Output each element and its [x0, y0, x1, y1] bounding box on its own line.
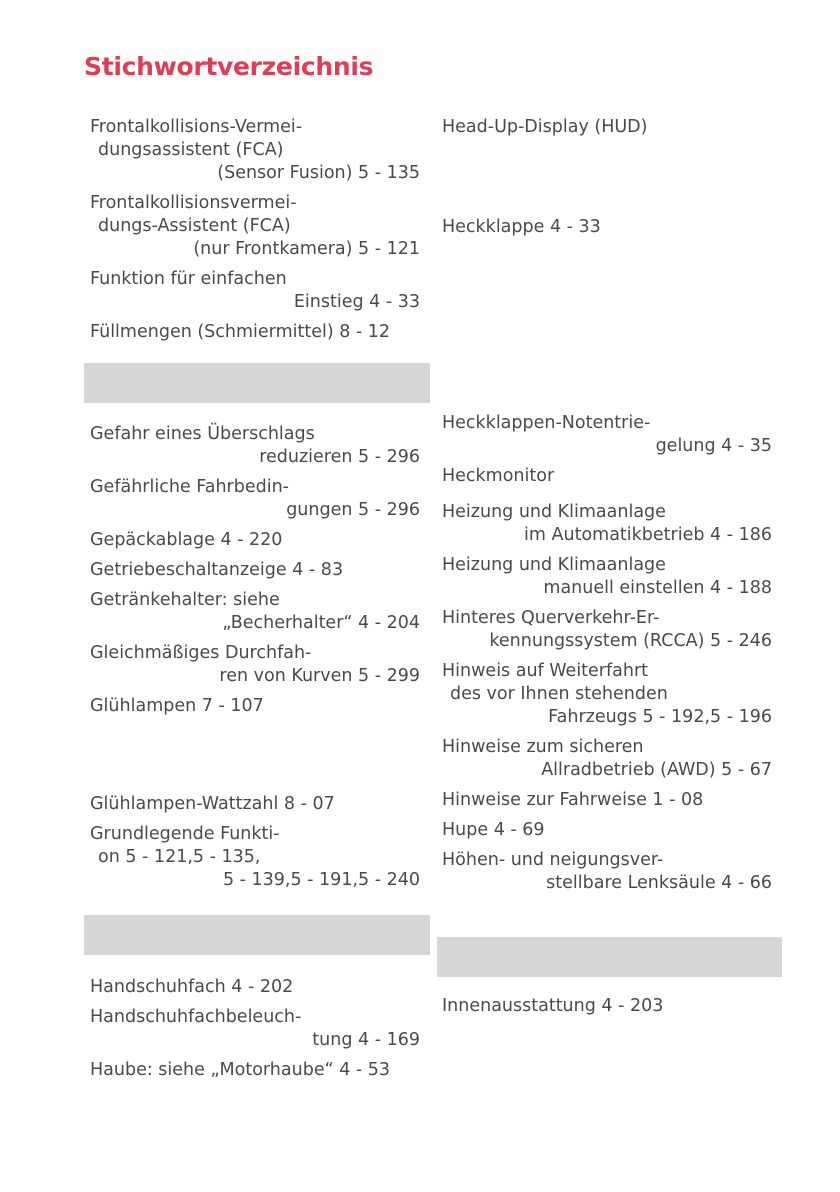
- index-entry: [442, 736, 772, 782]
- index-entry-continuation: des vor Ihnen stehenden: [450, 684, 668, 704]
- index-entry-term: Heizung und Klimaanlage: [442, 502, 666, 522]
- section-header-bar-h: [84, 915, 430, 955]
- index-entry-continuation: kennungssystem (RCCA) 5 - 246: [489, 631, 772, 651]
- index-entry: [442, 412, 772, 458]
- index-entry-continuation: 5 - 139,5 - 191,5 - 240: [222, 870, 420, 890]
- index-entry-continuation: tung 4 - 169: [312, 1030, 420, 1050]
- left-column-f-entries: [90, 116, 420, 351]
- index-entry-continuation: stellbare Lenksäule 4 - 66: [546, 873, 772, 893]
- vertical-spacer: [442, 146, 772, 216]
- index-entry-continuation: Fahrzeugs 5 - 192,5 - 196: [548, 707, 772, 727]
- index-entry-term: Getriebeschaltanzeige 4 - 83: [90, 560, 344, 580]
- index-entry-continuation: „Becherhalter“ 4 - 204: [222, 613, 420, 633]
- index-entry-term: Heckklappen-Notentrie-: [442, 413, 651, 433]
- index-entry: [442, 819, 772, 842]
- index-entry: [90, 1059, 420, 1082]
- index-entry-term: Getränkehalter: siehe: [90, 590, 280, 610]
- index-entry-term: Füllmengen (Schmiermittel) 8 - 12: [90, 322, 391, 342]
- index-entry-term: Gepäckablage 4 - 220: [90, 530, 283, 550]
- index-entry: [90, 321, 420, 344]
- index-entry: [90, 529, 420, 552]
- index-entry-term: Handschuhfach 4 - 202: [90, 977, 294, 997]
- index-entry-term: Frontalkollisions-Vermei-: [90, 117, 303, 137]
- index-entry: [90, 116, 420, 185]
- index-entry: [90, 559, 420, 582]
- index-entry: [442, 995, 772, 1018]
- index-entry-continuation: reduzieren 5 - 296: [259, 447, 420, 467]
- index-entry-term: Head-Up-Display (HUD): [442, 117, 648, 137]
- index-entry: [90, 423, 420, 469]
- index-entry-term: Heckklappe 4 - 33: [442, 217, 601, 237]
- index-entry-term: Glühlampen 7 - 107: [90, 696, 264, 716]
- page-title: Stichwortverzeichnis: [84, 52, 374, 81]
- index-entry: [442, 789, 772, 812]
- index-entry-term: Gefährliche Fahrbedin-: [90, 477, 289, 497]
- section-header-bar-i: [437, 937, 782, 977]
- index-entry: [90, 642, 420, 688]
- index-entry-continuation: ren von Kurven 5 - 299: [219, 666, 420, 686]
- index-entry-term: Innenausstattung 4 - 203: [442, 996, 664, 1016]
- left-column-h-entries: [90, 976, 420, 1089]
- index-entry-term: Funktion für einfachen: [90, 269, 287, 289]
- index-entry: [90, 1006, 420, 1052]
- section-header-bar-g: [84, 363, 430, 403]
- index-entry-term: Heckmonitor: [442, 466, 555, 486]
- index-entry-continuation: dungsassistent (FCA): [98, 140, 284, 160]
- index-entry: [90, 268, 420, 314]
- index-entry: [90, 192, 420, 261]
- index-entry: [442, 465, 772, 488]
- index-entry: [442, 216, 772, 239]
- index-entry-continuation: (nur Frontkamera) 5 - 121: [193, 239, 420, 259]
- right-column-i-entries: [442, 995, 772, 1025]
- index-entry-term: Höhen- und neigungsver-: [442, 850, 664, 870]
- index-entry-term: Hinweise zum sicheren: [442, 737, 644, 757]
- index-entry-continuation: Einstieg 4 - 33: [293, 292, 420, 312]
- right-column-h-entries: [442, 412, 772, 902]
- index-entry-term: Glühlampen-Wattzahl 8 - 07: [90, 794, 335, 814]
- index-entry-continuation: im Automatikbetrieb 4 - 186: [524, 525, 772, 545]
- index-entry-term: Frontalkollisionsvermei-: [90, 193, 297, 213]
- index-entry-continuation: dungs-Assistent (FCA): [98, 216, 291, 236]
- index-entry: [90, 589, 420, 635]
- index-entry-continuation: on 5 - 121,5 - 135,: [98, 847, 261, 867]
- index-entry: [442, 849, 772, 895]
- index-entry-continuation: gungen 5 - 296: [286, 500, 420, 520]
- index-entry: [442, 501, 772, 547]
- index-entry: [90, 976, 420, 999]
- index-entry: [90, 823, 420, 892]
- index-entry: [442, 116, 772, 139]
- index-entry-continuation: gelung 4 - 35: [655, 436, 772, 456]
- left-column-g-entries: [90, 423, 420, 899]
- index-entry-term: Grundlegende Funkti-: [90, 824, 280, 844]
- index-entry-term: Hinweise zur Fahrweise 1 - 08: [442, 790, 704, 810]
- index-entry-term: Hinweis auf Weiterfahrt: [442, 661, 649, 681]
- index-entry: [442, 607, 772, 653]
- index-entry: [90, 476, 420, 522]
- index-entry: [442, 554, 772, 600]
- index-entry: [90, 695, 420, 718]
- index-entry-continuation: (Sensor Fusion) 5 - 135: [217, 163, 420, 183]
- index-entry-term: Haube: siehe „Motorhaube“ 4 - 53: [90, 1060, 391, 1080]
- index-entry: [90, 793, 420, 816]
- index-entry-term: Gleichmäßiges Durchfah-: [90, 643, 312, 663]
- index-entry: [442, 660, 772, 729]
- index-entry-term: Hinteres Querverkehr-Er-: [442, 608, 660, 628]
- vertical-spacer: [90, 725, 420, 793]
- index-entry-term: Heizung und Klimaanlage: [442, 555, 666, 575]
- index-entry-term: Hupe 4 - 69: [442, 820, 545, 840]
- index-entry-term: Handschuhfachbeleuch-: [90, 1007, 302, 1027]
- index-entry-term: Gefahr eines Überschlags: [90, 424, 315, 444]
- index-entry-continuation: Allradbetrieb (AWD) 5 - 67: [541, 760, 772, 780]
- index-entry-continuation: manuell einstellen 4 - 188: [543, 578, 772, 598]
- right-column-h-entries-top: [442, 116, 772, 246]
